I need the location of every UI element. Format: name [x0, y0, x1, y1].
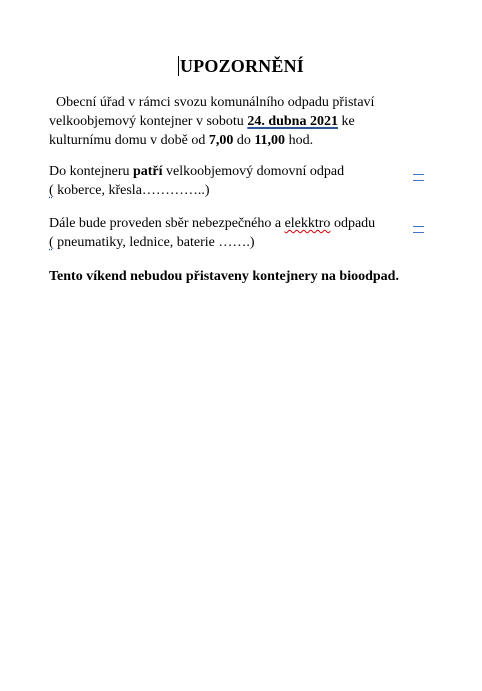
notice-title — [0, 56, 482, 77]
announcement-text-2: velkoobjemový kontejner v sobotu — [49, 114, 248, 129]
time-from: 7,00 — [208, 133, 234, 148]
allowed-examples: koberce, křesla…………..) — [53, 183, 210, 198]
allowed-bold: patří — [132, 164, 163, 179]
announcement-text-3: ke — [337, 114, 355, 129]
hazardous-text-1: Dále bude proveden sběr nebezpečného a — [49, 216, 285, 231]
paragraph-bio-notice: Tento víkend nebudou přistaveny kontejnery na bioodpad. — [49, 269, 399, 284]
announcement-line-2 — [49, 112, 424, 131]
format-mark-icon[interactable] — [413, 226, 424, 233]
allowed-paren: ( — [49, 183, 54, 198]
time-to: 11,00 — [254, 133, 286, 148]
announcement-text-1: Obecní úřad v rámci svozu komunálního odpadu přistaví — [56, 95, 375, 110]
allowed-text-1: Do kontejneru — [49, 164, 133, 179]
hazardous-paren: ( — [49, 235, 54, 250]
paragraph-announcement — [49, 93, 424, 150]
notice-title-text: UPOZORNĚNÍ — [179, 56, 304, 76]
hazardous-line-2 — [49, 233, 424, 252]
announcement-text-4: kulturnímu domu v době od — [49, 133, 209, 148]
hazardous-text-2: odpadu — [330, 216, 376, 231]
announcement-text-6: hod. — [285, 133, 314, 148]
spelling-error-word[interactable]: elekktro — [284, 216, 331, 231]
collection-date: 24. dubna 2021 — [247, 114, 338, 129]
paragraph-hazardous-waste — [49, 214, 424, 252]
hazardous-line-1 — [49, 214, 424, 233]
allowed-text-2: velkoobjemový domovní odpad — [162, 164, 345, 179]
announcement-line-1 — [49, 93, 424, 112]
allowed-line-2 — [49, 181, 424, 200]
paragraph-allowed-waste — [49, 162, 424, 200]
announcement-line-3 — [49, 131, 424, 150]
format-mark-icon[interactable] — [413, 174, 424, 181]
text-cursor — [178, 56, 179, 76]
allowed-line-1 — [49, 162, 424, 181]
announcement-text-5: do — [233, 133, 255, 148]
hazardous-examples: pneumatiky, lednice, baterie …….) — [53, 235, 255, 250]
